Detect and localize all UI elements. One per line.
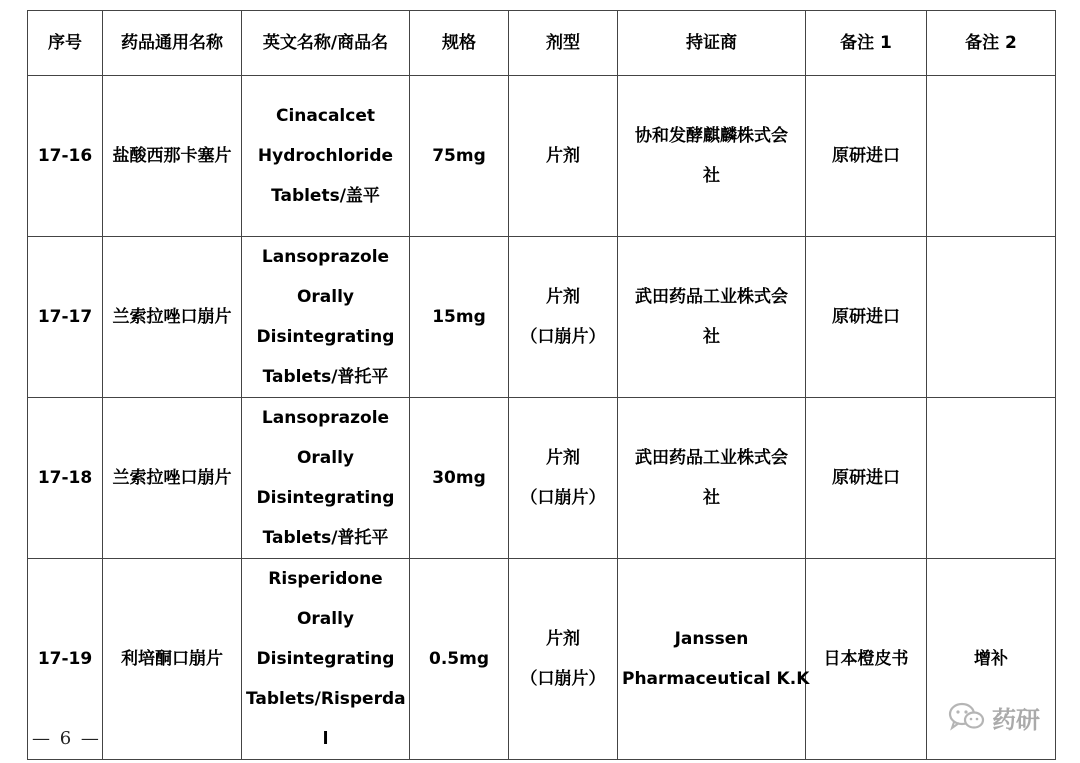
cell-line: l — [322, 729, 329, 749]
cell-note2 — [927, 398, 1056, 559]
cell-line: 社 — [703, 327, 720, 347]
cell-line: Disintegrating — [256, 649, 395, 669]
cell-line: 社 — [703, 488, 720, 508]
header-holder: 持证商 — [618, 11, 806, 76]
cell-line: （口崩片） — [520, 669, 606, 689]
header-note2: 备注 2 — [927, 11, 1056, 76]
page-number: — 6 — — [32, 728, 101, 749]
header-name-en: 英文名称/商品名 — [242, 11, 410, 76]
table-row — [28, 398, 1056, 559]
header-name-cn: 药品通用名称 — [103, 11, 242, 76]
cell-line: Tablets/盖平 — [271, 186, 380, 206]
cell-line: Tablets/普托平 — [262, 367, 389, 387]
cell-name-cn: 盐酸西那卡塞片 — [103, 76, 242, 237]
cell-note1: 原研进口 — [806, 398, 927, 559]
cell-line: 片剂 — [546, 287, 580, 307]
cell-line: Orally — [296, 609, 355, 629]
table-row — [28, 76, 1056, 237]
cell-line: 片剂 — [546, 629, 580, 649]
cell-note1: 原研进口 — [806, 237, 927, 398]
cell-line: 片剂 — [546, 146, 580, 166]
cell-line: Hydrochloride — [257, 146, 394, 166]
cell-line: Tablets/Risperda — [246, 689, 406, 709]
cell-line: Risperidone — [268, 569, 383, 589]
cell-form — [509, 398, 618, 559]
cell-form — [509, 237, 618, 398]
cell-name-en — [242, 398, 410, 559]
watermark — [948, 700, 1040, 735]
drug-table — [27, 10, 1056, 760]
cell-spec: 0.5mg — [410, 559, 509, 760]
cell-line: 协和发酵麒麟株式会 — [635, 126, 788, 146]
drug-table-container — [27, 10, 1055, 760]
cell-no: 17-17 — [28, 237, 103, 398]
cell-name-cn: 兰索拉唑口崩片 — [103, 237, 242, 398]
cell-line: Pharmaceutical K.K — [622, 669, 810, 689]
cell-line: Disintegrating — [256, 488, 395, 508]
cell-spec: 75mg — [410, 76, 509, 237]
cell-holder — [618, 76, 806, 237]
cell-line: Orally — [296, 287, 355, 307]
cell-no: 17-19 — [28, 559, 103, 760]
cell-name-en — [242, 237, 410, 398]
cell-note1: 日本橙皮书 — [806, 559, 927, 760]
header-note1: 备注 1 — [806, 11, 927, 76]
header-no: 序号 — [28, 11, 103, 76]
wechat-icon — [948, 701, 986, 735]
cell-name-en — [242, 76, 410, 237]
cell-line: 社 — [703, 166, 720, 186]
cell-spec: 15mg — [410, 237, 509, 398]
watermark-text: 药研 — [992, 706, 1040, 734]
header-form: 剂型 — [509, 11, 618, 76]
cell-line: 武田药品工业株式会 — [635, 448, 788, 468]
cell-note2 — [927, 76, 1056, 237]
cell-holder — [618, 559, 810, 760]
cell-line: Tablets/普托平 — [262, 528, 389, 548]
cell-name-cn: 兰索拉唑口崩片 — [103, 398, 242, 559]
cell-no: 17-16 — [28, 76, 103, 237]
header-spec: 规格 — [410, 11, 509, 76]
cell-line: Orally — [296, 448, 355, 468]
cell-line: （口崩片） — [520, 488, 606, 508]
table-row — [28, 559, 1056, 760]
cell-name-en — [242, 559, 410, 760]
cell-line: 武田药品工业株式会 — [635, 287, 788, 307]
cell-note2: 增补 — [927, 559, 1056, 760]
cell-line: Lansoprazole — [261, 408, 390, 428]
cell-line: Lansoprazole — [261, 247, 390, 267]
cell-name-cn: 利培酮口崩片 — [103, 559, 242, 760]
cell-holder — [618, 398, 806, 559]
cell-note1: 原研进口 — [806, 76, 927, 237]
cell-form — [509, 559, 618, 760]
cell-note2 — [927, 237, 1056, 398]
cell-line: 片剂 — [546, 448, 580, 468]
header-row — [28, 11, 1056, 76]
cell-spec: 30mg — [410, 398, 509, 559]
cell-line: Disintegrating — [256, 327, 395, 347]
cell-line: （口崩片） — [520, 327, 606, 347]
cell-holder — [618, 237, 806, 398]
table-row — [28, 237, 1056, 398]
cell-line: Cinacalcet — [276, 106, 375, 126]
cell-no: 17-18 — [28, 398, 103, 559]
cell-form — [509, 76, 618, 237]
cell-line: Janssen — [674, 629, 749, 649]
